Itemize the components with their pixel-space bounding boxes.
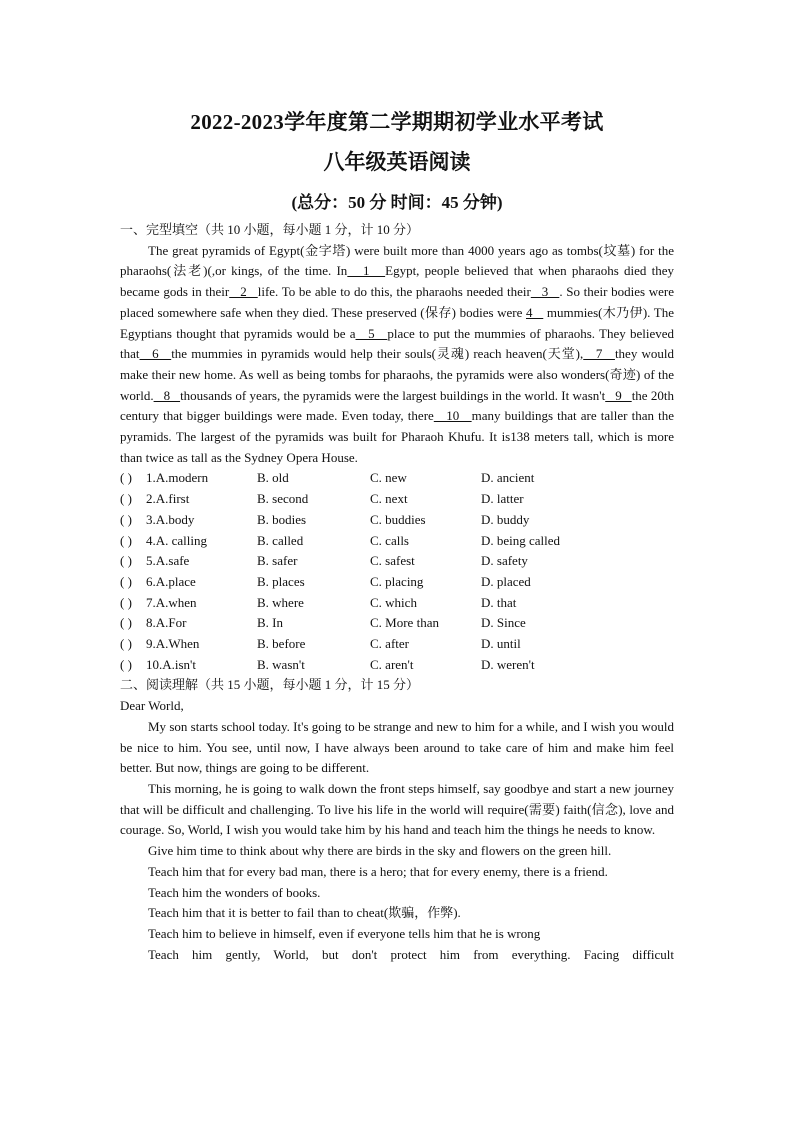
question-num: 10. [146, 656, 163, 672]
option-d: D. until [481, 636, 521, 652]
option-a: A.body [155, 511, 195, 527]
question-num: 1. [146, 470, 156, 486]
question-row [120, 634, 674, 655]
answer-paren[interactable]: ( ) [120, 573, 132, 589]
option-d: D. ancient [481, 470, 535, 486]
blank-8: 8 [153, 387, 181, 403]
question-row [120, 468, 674, 489]
section1-heading: 一、完型填空（共 10 小题，每小题 1 分，计 10 分） [120, 222, 420, 237]
option-a: A.first [155, 491, 190, 507]
question-num: 8. [146, 615, 156, 631]
answer-paren[interactable]: ( ) [120, 511, 132, 527]
option-d: D. latter [481, 491, 524, 507]
option-c: C. safest [370, 553, 415, 569]
option-a: A.safe [155, 553, 190, 569]
option-d: D. Since [481, 615, 526, 631]
exam-subtitle: 八年级英语阅读 [323, 150, 471, 174]
letter-line-last: Teach him gently, World, but don't protect him from everything. Facing difficult [148, 946, 674, 962]
option-a: A.When [155, 636, 200, 652]
question-number [120, 551, 257, 572]
option-d: D. safety [481, 553, 528, 569]
letter-line: Teach him to believe in himself, even if everyone tells him that he is wrong [148, 925, 541, 941]
question-num: 9. [146, 636, 156, 652]
question-number [120, 572, 257, 593]
question-number [120, 634, 257, 655]
letter-line: Give him time to think about why there are birds in the sky and flowers on the green hill. [148, 843, 612, 859]
letter-line: Teach him the wonders of books. [148, 884, 321, 900]
exam-content [120, 220, 674, 965]
question-number [120, 468, 257, 489]
passage-text: life. To be able to do this, the pharaohs needed their [257, 284, 531, 300]
option-a: A.place [155, 573, 196, 589]
blank-1: 1 [347, 263, 386, 279]
option-b: B. bodies [257, 511, 307, 527]
blank-9: 9 [605, 387, 632, 403]
blank-5: 5 [355, 325, 388, 341]
answer-paren[interactable]: ( ) [120, 636, 132, 652]
blank-3: 3 [530, 284, 560, 300]
question-row [120, 531, 674, 552]
answer-paren[interactable]: ( ) [120, 615, 132, 631]
letter-line: Teach him that for every bad man, there is a hero; that for every enemy, there is a friend. [148, 863, 608, 879]
option-b: B. safer [257, 553, 298, 569]
question-num: 6. [146, 573, 156, 589]
answer-paren[interactable]: ( ) [120, 470, 132, 486]
option-d: D. weren't [481, 656, 535, 672]
section2-heading: 二、阅读理解（共 15 小题，每小题 1 分，计 15 分） [120, 677, 420, 693]
option-b: B. places [257, 573, 305, 589]
option-b: B. called [257, 532, 304, 548]
option-d: D. buddy [481, 511, 530, 527]
question-row [120, 655, 674, 676]
question-row [120, 613, 674, 634]
option-b: B. In [257, 615, 283, 631]
passage-text: The great pyramids of Egypt(金字塔) were built more than 4000 years ago as tombs(坟墓) for the pharaohs(法老)(,or kings, of the time. In [120, 242, 674, 279]
question-row [120, 572, 674, 593]
option-a: A. calling [155, 532, 208, 548]
option-b: B. wasn't [257, 656, 305, 672]
question-num: 4. [146, 532, 156, 548]
option-c: C. aren't [370, 656, 414, 672]
passage-text: So their bodies were placed somewhere safe when they died. These preserved (保存) bodies were [120, 284, 674, 320]
blank-4: 4 [525, 304, 544, 320]
option-c: C. new [370, 470, 407, 486]
option-a: A.isn't [162, 656, 197, 672]
question-number [120, 613, 257, 634]
option-c: C. placing [370, 573, 424, 589]
question-num: 5. [146, 553, 156, 569]
blank-7: 7 [583, 346, 615, 362]
option-d: D. placed [481, 573, 531, 589]
passage-text: the 20th century that bigger buildings were made. Even today, there [120, 387, 675, 424]
passage-text: mummies(木乃伊). The Egyptians thought that pyramids would be a [120, 304, 674, 341]
question-row [120, 489, 674, 510]
letter-paragraph-2: This morning, he is going to walk down the front steps himself, say goodbye and start a new journey that will be difficult and challenging. To live his life in the world will require(需要) faith(信念), love and courage. So, World, I wish you would take him by his hand and teach him the things he needs to know. [120, 780, 674, 838]
passage-text: they would make their new home. As well as being tombs for pharaohs, the pyramids were also wonders(奇迹) of the world. [120, 346, 675, 403]
answer-paren[interactable]: ( ) [120, 532, 132, 548]
cloze-options-table [120, 468, 674, 675]
answer-paren[interactable]: ( ) [120, 656, 132, 672]
passage-text: the mummies in pyramids would help their souls(灵魂) reach heaven(天堂), [171, 346, 584, 362]
score-time-info: (总分：50 分 时间：45 分钟) [291, 193, 503, 212]
question-number [120, 655, 257, 676]
answer-paren[interactable]: ( ) [120, 491, 132, 507]
blank-2: 2 [229, 284, 258, 300]
option-c: C. after [370, 636, 409, 652]
blank-6: 6 [139, 346, 172, 362]
letter-line: Teach him that it is better to fail than to cheat(欺骗，作弊). [148, 905, 461, 921]
passage-text: many buildings that are taller than the pyramids. The largest of the pyramids was built for Pharaoh Khufu. It is138 meters tall, which is more than twice as tall as the Sydney Opera House. [120, 408, 675, 465]
question-number [120, 531, 257, 552]
answer-paren[interactable]: ( ) [120, 594, 132, 610]
option-c: C. calls [370, 532, 409, 548]
option-c: C. next [370, 491, 408, 507]
cloze-passage [120, 241, 674, 469]
passage-text: place to put the mummies of pharaohs. They believed that [120, 325, 674, 362]
answer-paren[interactable]: ( ) [120, 553, 132, 569]
option-c: C. More than [370, 615, 439, 631]
option-b: B. before [257, 636, 306, 652]
option-d: D. that [481, 594, 517, 610]
passage-text: thousands of years, the pyramids were the largest buildings in the world. It wasn't [180, 387, 606, 403]
question-num: 7. [146, 594, 156, 610]
passage-text: . [559, 284, 563, 300]
option-c: C. which [370, 594, 417, 610]
question-num: 3. [146, 511, 156, 527]
question-number [120, 593, 257, 614]
option-b: B. old [257, 470, 289, 486]
option-a: A.modern [155, 470, 209, 486]
option-a: A.when [155, 594, 197, 610]
option-b: B. where [257, 594, 304, 610]
question-row [120, 510, 674, 531]
question-number [120, 510, 257, 531]
letter-paragraph-1: My son starts school today. It's going to be strange and new to him for a while, and I wish you would be nice to him. You see, until now, I have always been around to take care of him and make him feel better. But now, things are going to be different. [120, 718, 674, 776]
question-number [120, 489, 257, 510]
option-b: B. second [257, 491, 309, 507]
option-d: D. being called [481, 532, 561, 548]
question-row [120, 593, 674, 614]
exam-title: 2022-2023学年度第二学期期初学业水平考试 [190, 110, 604, 134]
letter-greeting: Dear World, [120, 698, 184, 714]
option-a: A.For [155, 615, 187, 631]
passage-text: Egypt, people believed that when pharaohs died they became gods in their [120, 263, 674, 300]
question-num: 2. [146, 491, 156, 507]
blank-10: 10 [433, 408, 472, 424]
option-c: C. buddies [370, 511, 426, 527]
question-row [120, 551, 674, 572]
